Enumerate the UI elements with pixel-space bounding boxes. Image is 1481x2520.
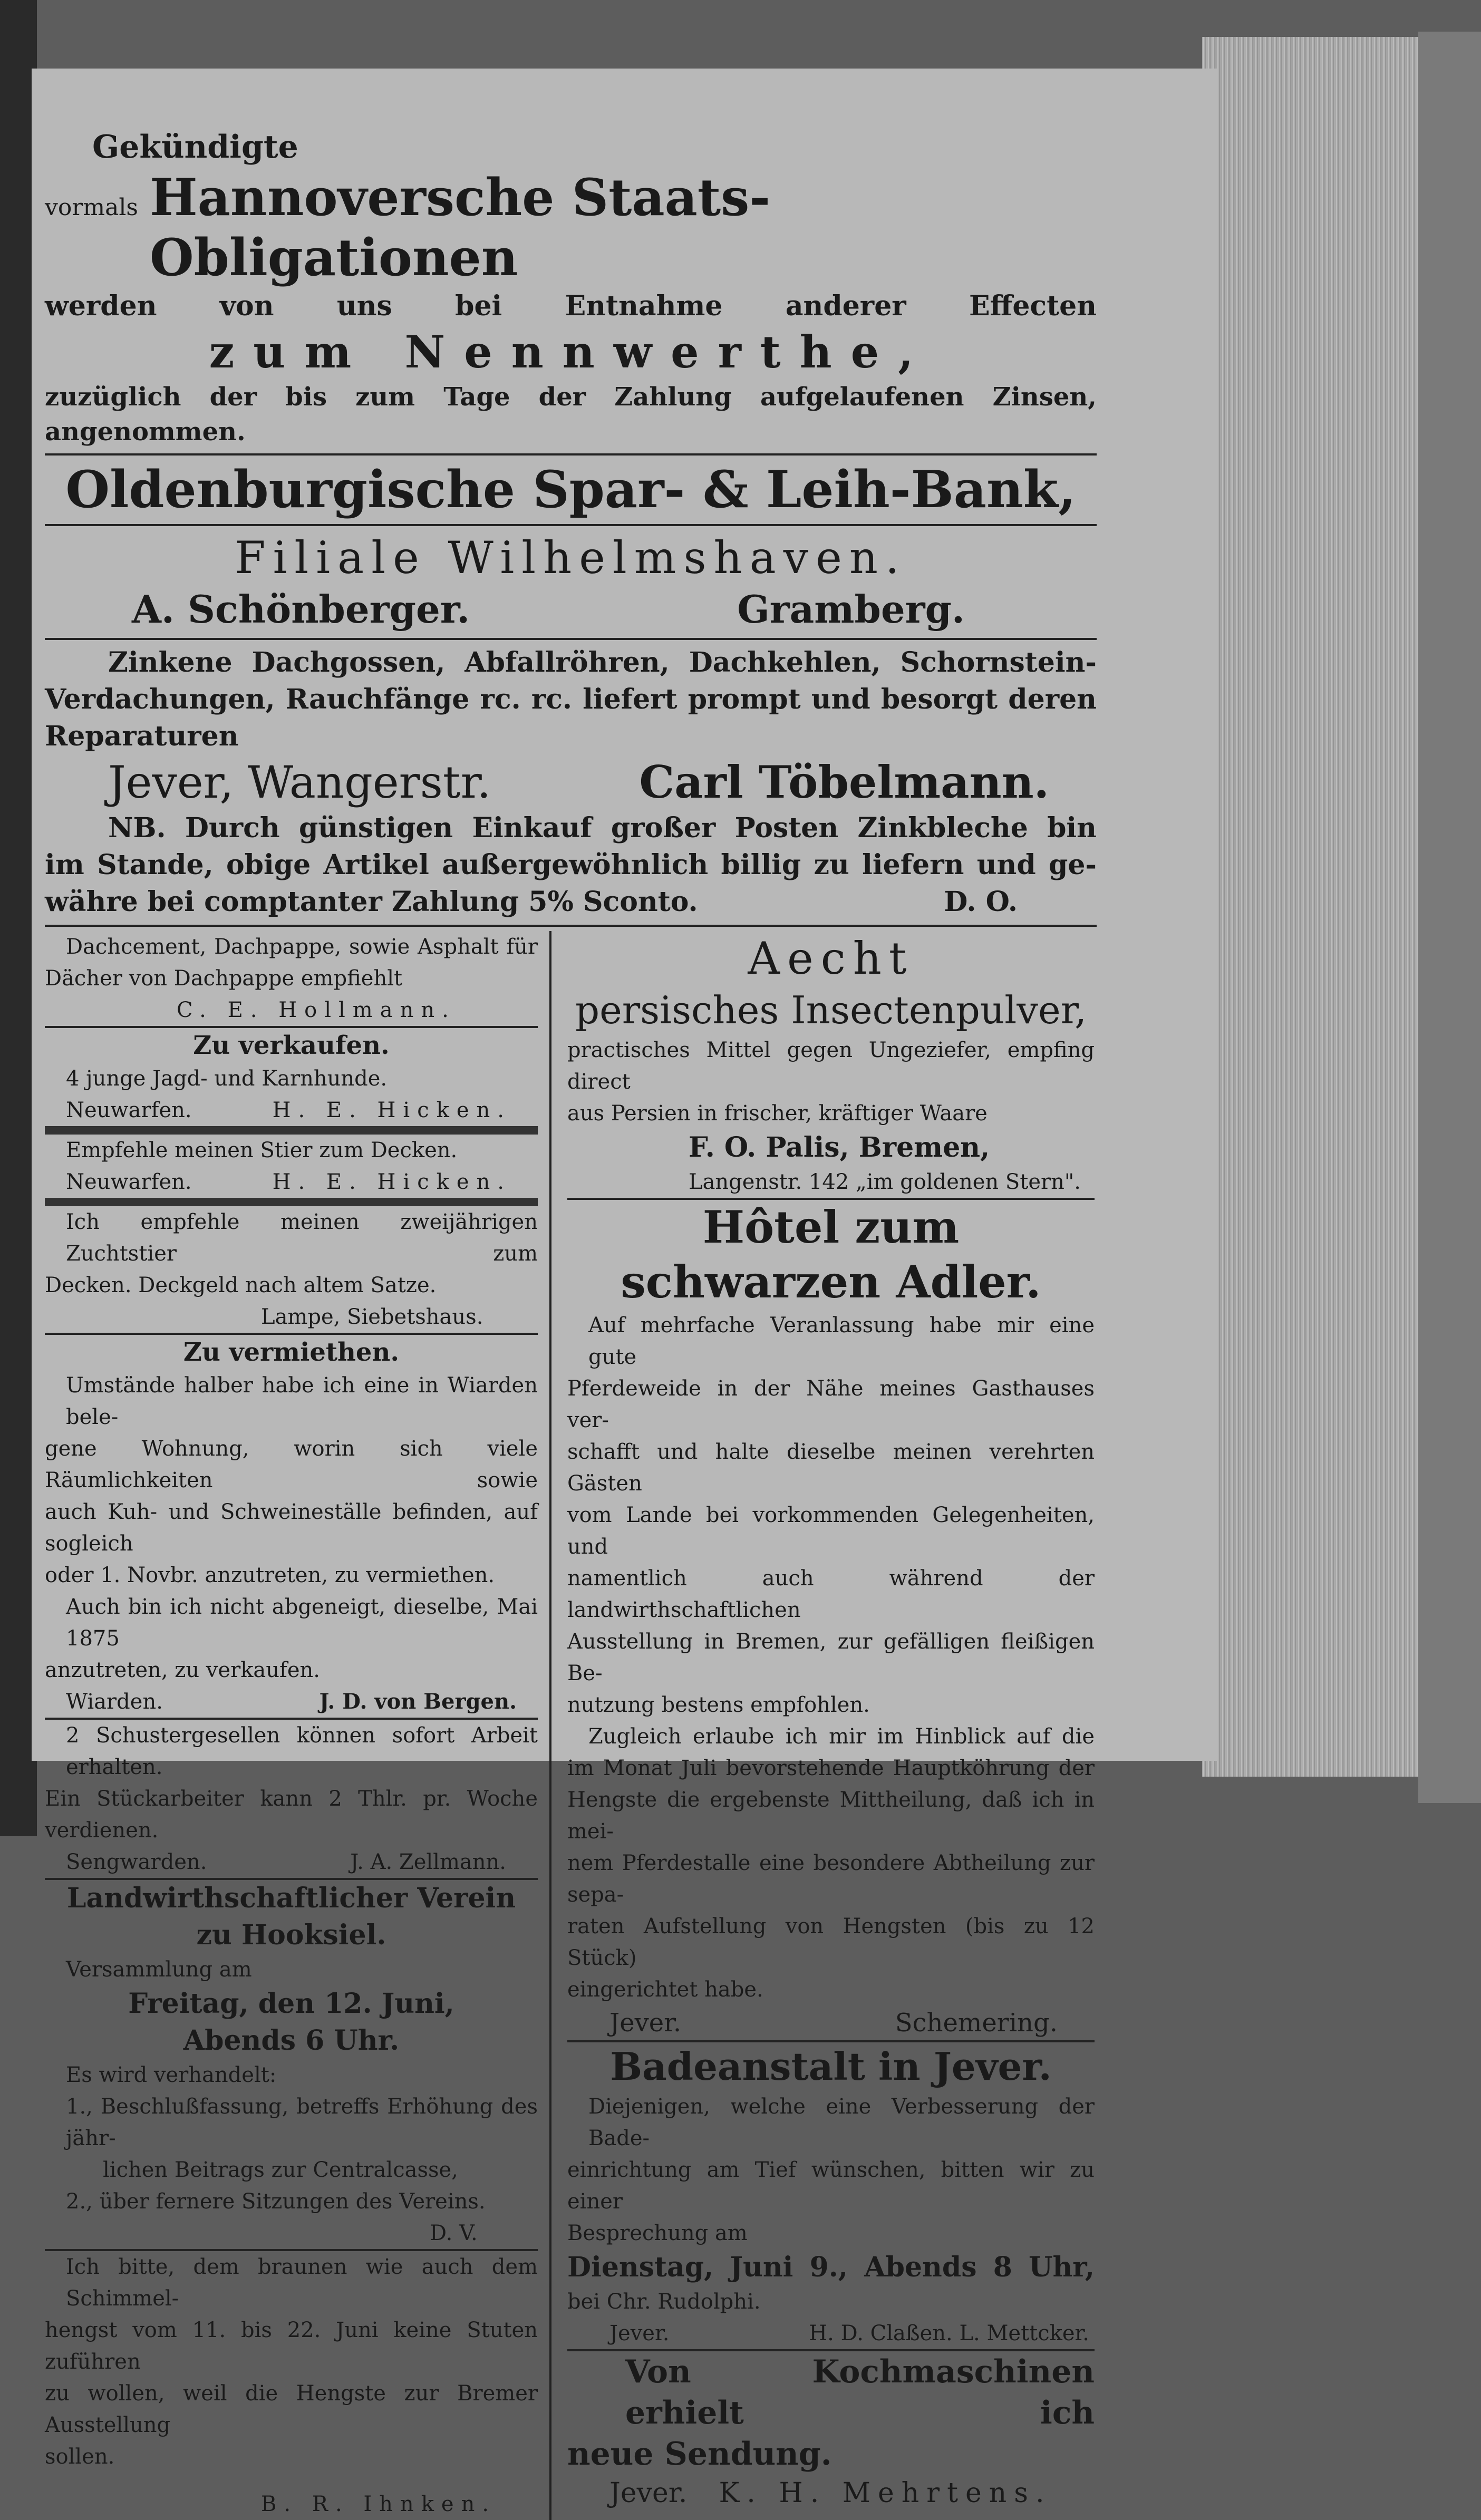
ad-line: vom Lande bei vorkommenden Gelegenheiten, und — [567, 1503, 1095, 1559]
ad-insectenpulver — [567, 931, 1095, 1198]
ad-obligationen — [45, 127, 1097, 634]
ad-badeanstalt — [567, 2042, 1095, 2349]
ad-line: eingerichtet habe. — [567, 1978, 763, 2002]
ad-title: Hôtel zum schwarzen Adler. — [621, 1201, 1041, 1308]
ad-place: Wiarden. — [66, 1690, 163, 1714]
ad-line: raten Aufstellung von Hengsten (bis zu 12 Stück) — [567, 1914, 1095, 1970]
ad-line: Versammlung am — [66, 1957, 252, 1982]
ad-line: einrichtung am Tief wünschen, bitten wir zu einer — [567, 2158, 1095, 2214]
ad-verein — [45, 1880, 538, 2249]
ad-line: auch Kuh- und Schweineställe befinden, auf sogleich — [45, 1500, 538, 1556]
meeting-date: Dienstag, Juni 9., Abends 8 Uhr, — [567, 2251, 1095, 2283]
ad-line: Diejenigen, welche eine Verbesserung der Bade- — [588, 2095, 1095, 2150]
ad-line: NB. Durch günstigen Einkauf großer Posten Zinkbleche bin — [108, 812, 1097, 844]
ad-headline: Hannoversche Staats-Obligationen — [150, 168, 771, 287]
ad-address: Langenstr. 142 „im goldenen Stern". — [689, 1170, 1081, 1194]
ad-line: Reparaturen — [45, 720, 239, 752]
ad-title: zu Hooksiel. — [196, 1919, 386, 1951]
divider — [45, 524, 1097, 526]
ad-prefix: vormals — [45, 194, 138, 221]
ad-place: Neuwarfen. — [66, 1098, 192, 1122]
ad-title: Zu vermiethen. — [183, 1337, 400, 1367]
ad-signature: J. D. von Bergen. — [319, 1689, 517, 1714]
ad-line: Ich empfehle meinen zweijährigen Zuchtstier zum — [66, 1210, 538, 1266]
ad-line: Zinkene Dachgossen, Abfallröhren, Dachkehlen, Schornstein- — [108, 646, 1097, 679]
ad-hengste — [45, 2251, 538, 2520]
ad-place: Jever. — [609, 2321, 670, 2345]
ad-title: Landwirthschaftlicher Verein — [66, 1882, 516, 1914]
ad-line: Auf mehrfache Veranlassung habe mir eine gute — [588, 1313, 1095, 1369]
left-column — [45, 931, 551, 2520]
ad-line: währe bei comptanter Zahlung 5% Sconto. — [45, 886, 698, 918]
ad-kochmaschinen — [567, 2351, 1095, 2512]
ad-line: aus Persien in frischer, kräftiger Waare — [567, 1101, 988, 1126]
ad-line: 4 junge Jagd- und Karnhunde. — [66, 1067, 388, 1091]
ad-sign-row — [45, 1094, 538, 1126]
ad-signature: Carl Töbelmann. — [639, 756, 1049, 808]
ad-line: Ein Stückarbeiter kann 2 Thlr. pr. Woche verdienen. — [45, 1787, 538, 1843]
ad-signature: D. O. — [944, 886, 1018, 918]
ad-line: Von Kochmaschinen erhielt ich — [625, 2353, 1095, 2431]
ad-signature: J. A. Zellmann. — [350, 1850, 506, 1874]
agenda-item: 1., Beschlußfassung, betreffs Erhöhung des jähr- — [66, 2095, 538, 2150]
ad-place: Jever. — [609, 2008, 682, 2038]
ad-line: Dächer von Dachpappe empfiehlt — [45, 966, 403, 991]
divider-thick — [45, 1126, 538, 1135]
ad-zuchtstier — [45, 1206, 538, 1333]
ad-signature: Schemering. — [895, 2008, 1058, 2038]
agenda-item: lichen Beitrags zur Centralcasse, — [103, 2158, 458, 2182]
ad-signature: B. R. Ihnken. — [261, 2492, 497, 2516]
ad-title: persisches Insectenpulver, — [575, 988, 1087, 1032]
ad-signature: H. E. Hicken. — [272, 1098, 511, 1122]
divider — [45, 453, 1097, 455]
ad-line: sollen. — [45, 2445, 115, 2469]
ad-sign-row — [45, 884, 1097, 920]
ad-dachcement — [45, 931, 538, 1026]
ad-sign-row — [45, 755, 1097, 810]
divider-thick — [45, 1198, 538, 1206]
ad-dachgossen — [45, 644, 1097, 920]
ad-line: im Stande, obige Artikel außergewöhnlich billig zu liefern und ge- — [45, 849, 1097, 881]
ad-hotel — [567, 1200, 1095, 2040]
ad-line: werden von uns bei Entnahme anderer Effecten — [45, 290, 1097, 322]
ad-signature: K. H. Mehrtens. — [719, 2477, 1052, 2509]
two-column-ads — [45, 931, 1097, 2520]
ad-emphasis: zum Nennwerthe, — [209, 326, 933, 378]
ad-place: Sengwarden. — [66, 1850, 207, 1874]
ad-line: hengst vom 11. bis 22. Juni keine Stuten zuführen — [45, 2318, 538, 2374]
ad-line: nem Pferdestalle eine besondere Abtheilung zur sepa- — [567, 1851, 1095, 1907]
ad-sign-row — [45, 1686, 538, 1718]
ad-zu-vermiethen — [45, 1335, 538, 1718]
ad-line: bei Chr. Rudolphi. — [567, 2290, 761, 2314]
ad-zu-verkaufen — [45, 1028, 538, 1126]
ad-line: neue Sendung. — [567, 2436, 832, 2473]
ad-sign-row — [567, 2005, 1095, 2040]
ad-title: Zu verkaufen. — [193, 1031, 390, 1060]
ad-line: gene Wohnung, worin sich viele Räumlichkeiten sowie — [45, 1437, 538, 1492]
ad-line: Es wird verhandelt: — [66, 2063, 277, 2087]
meeting-time: Abends 6 Uhr. — [183, 2024, 400, 2057]
ad-place: Jever. — [609, 2477, 688, 2509]
bank-branch: Filiale Wilhelmshaven. — [235, 532, 907, 584]
ad-line: zuzüglich der bis zum Tage der Zahlung aufgelaufenen Zinsen, angenommen. — [45, 382, 1097, 447]
ad-signature: H. D. Claßen. L. Mettcker. — [809, 2321, 1089, 2345]
ad-line: nutzung bestens empfohlen. — [567, 1693, 870, 1717]
signatory: A. Schönberger. — [132, 587, 470, 632]
signatories-row — [45, 585, 1097, 634]
agenda-item: 2., über fernere Sitzungen des Vereins. — [66, 2189, 486, 2214]
ad-line: Empfehle meinen Stier zum Decken. — [66, 1138, 458, 1162]
divider — [45, 638, 1097, 640]
page-stack-edges — [1202, 37, 1434, 1777]
ad-sign-row — [45, 1846, 538, 1878]
meeting-date: Freitag, den 12. Juni, — [128, 1988, 454, 2020]
ad-line: im Monat Juli bevorstehende Hauptköhrung der — [567, 1756, 1095, 1780]
ad-signature: H. E. Hicken. — [272, 1170, 511, 1194]
ad-line: Zugleich erlaube ich mir im Hinblick auf die — [588, 1724, 1095, 1749]
ad-sign-row — [567, 2318, 1095, 2349]
ad-line: 2 Schustergesellen können sofort Arbeit erhalten. — [66, 1723, 538, 1779]
ad-schuster — [45, 1720, 538, 1878]
book-cover-right — [1418, 32, 1481, 1803]
ad-line: zu wollen, weil die Hengste zur Bremer Ausstellung — [45, 2381, 538, 2437]
ad-signature: D. V. — [430, 2221, 478, 2245]
ad-place: Neuwarfen. — [66, 1170, 192, 1194]
ad-line: Auch bin ich nicht abgeneigt, dieselbe, Mai 1875 — [66, 1595, 538, 1651]
divider — [45, 925, 1097, 927]
ad-signature: F. O. Palis, Bremen, — [689, 1131, 990, 1164]
ad-title: Badeanstalt in Jever. — [610, 2044, 1052, 2089]
ad-line: Besprechung am — [567, 2221, 748, 2245]
ad-line: Gekündigte — [92, 129, 298, 166]
ad-sign-row — [567, 2475, 1095, 2512]
ad-line: Pferdeweide in der Nähe meines Gasthauses ver- — [567, 1377, 1095, 1432]
ad-title: Aecht — [748, 933, 914, 984]
ad-line: Dachcement, Dachpappe, sowie Asphalt für — [66, 935, 538, 959]
ad-line: Umstände halber habe ich eine in Wiarden bele- — [66, 1373, 538, 1429]
ad-signature: C. E. Hollmann. — [177, 998, 456, 1022]
bank-name: Oldenburgische Spar- & Leih-Bank, — [65, 460, 1076, 519]
ad-line: Hengste die ergebenste Mittheilung, daß ich in mei- — [567, 1788, 1095, 1844]
ad-sign-row — [45, 1166, 538, 1198]
page-content — [45, 127, 1097, 2520]
ad-line: namentlich auch während der landwirthschaftlichen — [567, 1566, 1095, 1622]
signatory: Gramberg. — [737, 587, 965, 632]
ad-line: schafft und halte dieselbe meinen verehrten Gästen — [567, 1440, 1095, 1496]
ad-stier — [45, 1135, 538, 1198]
ad-signature: Lampe, Siebetshaus. — [261, 1305, 483, 1329]
ad-line: Decken. Deckgeld nach altem Satze. — [45, 1273, 437, 1297]
ad-line: Ausstellung in Bremen, zur gefälligen fleißigen Be- — [567, 1630, 1095, 1685]
ad-line: anzutreten, zu verkaufen. — [45, 1658, 320, 1682]
ad-headline-row — [45, 168, 1097, 288]
ad-line: Ich bitte, dem braunen wie auch dem Schimmel- — [66, 2255, 538, 2311]
ad-place: Jever, Wangerstr. — [108, 757, 491, 808]
right-column — [551, 931, 1095, 2520]
ad-line: Verdachungen, Rauchfänge rc. rc. liefert prompt und besorgt deren — [45, 683, 1097, 715]
ad-line: practisches Mittel gegen Ungeziefer, empfing direct — [567, 1038, 1095, 1094]
ad-line: oder 1. Novbr. anzutreten, zu vermiethen. — [45, 1563, 495, 1587]
